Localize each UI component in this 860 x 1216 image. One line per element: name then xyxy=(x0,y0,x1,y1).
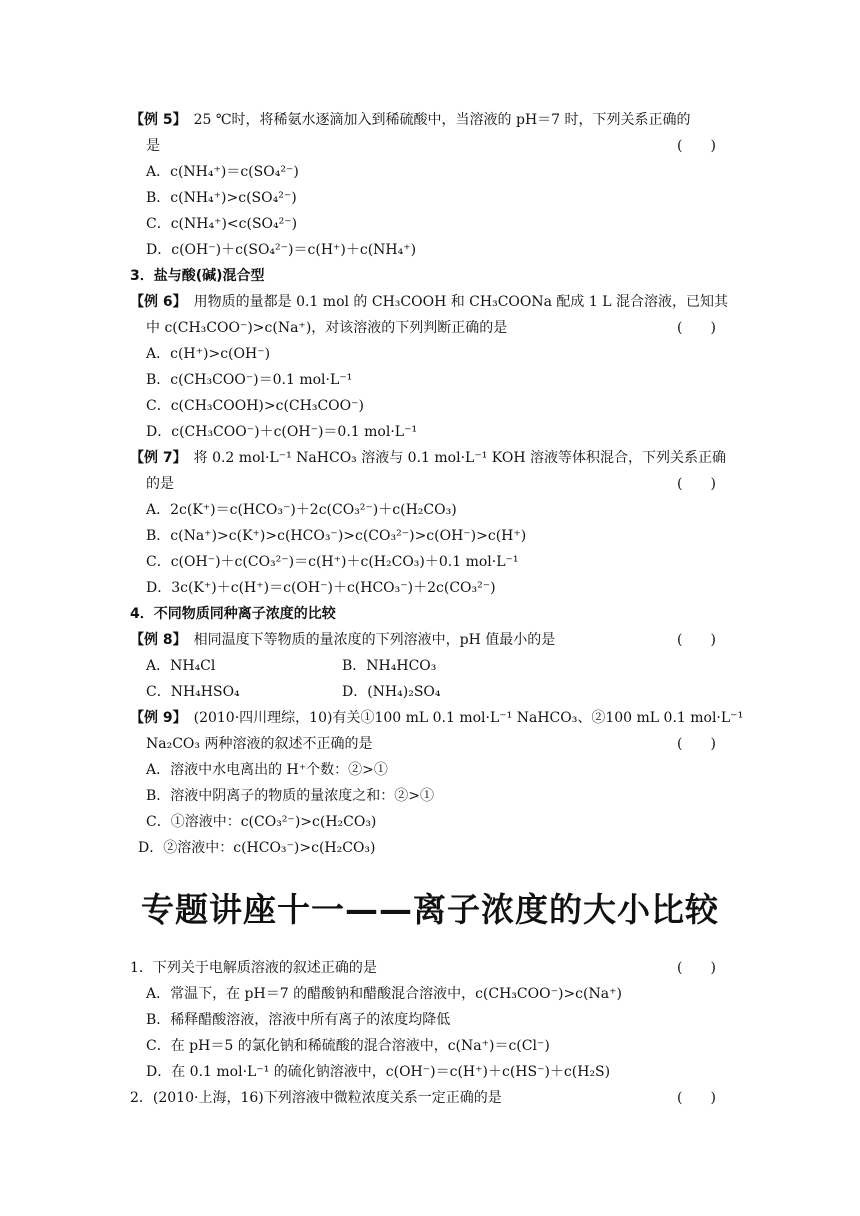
option-text-right: D．(NH₄)₂SO₄ xyxy=(342,684,441,700)
line-content xyxy=(146,1062,610,1082)
line-text: B．稀释醋酸溶液，溶液中所有离子的浓度均降低 xyxy=(146,1012,451,1028)
text-line xyxy=(0,604,860,624)
text-line xyxy=(0,474,860,494)
line-text: 的是 xyxy=(146,476,174,492)
line-text: B．c(NH₄⁺)>c(SO₄²⁻) xyxy=(146,190,297,206)
line-text: A．c(H⁺)>c(OH⁻) xyxy=(146,346,271,362)
line-content xyxy=(130,604,336,624)
line-text: 是 xyxy=(146,138,160,154)
text-line xyxy=(0,188,860,208)
line-content xyxy=(146,188,297,208)
line-text: 用物质的量都是 0.1 mol 的 CH₃COOH 和 CH₃COONa 配成 1 L 混合溶液，已知其 xyxy=(179,294,728,310)
text-line xyxy=(0,422,860,442)
text-line xyxy=(0,162,860,182)
text-line xyxy=(0,786,860,806)
line-text: D．c(OH⁻)＋c(SO₄²⁻)＝c(H⁺)＋c(NH₄⁺) xyxy=(146,242,417,258)
line-text: A．2c(K⁺)＝c(HCO₃⁻)＋2c(CO₃²⁻)＋c(H₂CO₃) xyxy=(146,502,457,518)
text-line xyxy=(0,292,860,312)
line-text: C．c(NH₄⁺)<c(SO₄²⁻) xyxy=(146,216,298,232)
text-line xyxy=(0,760,860,780)
example-label: 【例 9】 xyxy=(130,710,180,726)
line-content xyxy=(146,136,160,156)
text-line xyxy=(0,396,860,416)
line-text: B．溶液中阴离子的物质的量浓度之和：②>① xyxy=(146,788,435,804)
line-text: C．c(CH₃COOH)>c(CH₃COO⁻) xyxy=(146,398,364,414)
line-text: 2．(2010·上海，16)下列溶液中微粒浓度关系一定正确的是 xyxy=(130,1090,502,1106)
line-content xyxy=(130,110,691,130)
text-line xyxy=(0,136,860,156)
line-content xyxy=(146,240,416,260)
line-text: D．3c(K⁺)＋c(H⁺)＝c(OH⁻)＋c(HCO₃⁻)＋2c(CO₃²⁻) xyxy=(146,580,496,596)
answer-bracket: ( ) xyxy=(677,960,716,976)
line-content xyxy=(130,630,555,650)
text-line xyxy=(0,812,860,832)
lecture-title: 专题讲座十一——离子浓度的大小比较 xyxy=(141,890,719,929)
example-label: 【例 5】 xyxy=(130,112,180,128)
text-line xyxy=(0,448,860,468)
text-line xyxy=(0,552,860,572)
text-line xyxy=(0,734,860,754)
line-content xyxy=(138,838,376,858)
section-heading: 4．不同物质同种离子浓度的比较 xyxy=(130,606,336,622)
text-line xyxy=(0,1062,860,1082)
line-content xyxy=(146,984,622,1004)
text-line xyxy=(0,526,860,546)
text-line xyxy=(0,682,860,702)
line-content xyxy=(130,448,726,468)
line-content xyxy=(146,578,496,598)
line-content xyxy=(146,552,519,572)
line-content xyxy=(146,370,352,390)
line-content xyxy=(146,812,376,832)
answer-bracket: ( ) xyxy=(677,736,716,752)
line-content xyxy=(146,422,417,442)
line-content xyxy=(146,344,270,364)
line-content xyxy=(130,708,743,728)
line-content xyxy=(146,162,299,182)
text-line xyxy=(0,984,860,1004)
line-content xyxy=(146,1036,550,1056)
text-line xyxy=(0,214,860,234)
line-text: (2010·四川理综，10)有关①100 mL 0.1 mol·L⁻¹ NaHCO₃、②100 mL 0.1 mol·L⁻¹ xyxy=(179,710,744,726)
line-text: B．c(Na⁺)>c(K⁺)>c(HCO₃⁻)>c(CO₃²⁻)>c(OH⁻)>c(H⁺) xyxy=(146,528,527,544)
text-line xyxy=(0,1088,860,1108)
line-content xyxy=(146,760,388,780)
text-line xyxy=(0,500,860,520)
line-content xyxy=(146,500,457,520)
line-text: D．c(CH₃COO⁻)＋c(OH⁻)＝0.1 mol·L⁻¹ xyxy=(146,424,418,440)
answer-bracket: ( ) xyxy=(677,1090,716,1106)
line-content xyxy=(146,1010,450,1030)
answer-bracket: ( ) xyxy=(677,320,716,336)
text-line xyxy=(0,240,860,260)
line-content xyxy=(146,682,240,702)
text-line xyxy=(0,578,860,598)
answer-bracket: ( ) xyxy=(677,476,716,492)
section-heading: 3．盐与酸(碱)混合型 xyxy=(130,268,265,284)
example-label: 【例 6】 xyxy=(130,294,180,310)
text-line xyxy=(0,370,860,390)
text-line xyxy=(0,630,860,650)
text-line xyxy=(0,110,860,130)
example-label: 【例 8】 xyxy=(130,632,180,648)
line-content xyxy=(130,958,377,978)
line-content xyxy=(130,1088,502,1108)
line-content xyxy=(146,526,526,546)
line-text: 中 c(CH₃COO⁻)>c(Na⁺)，对该溶液的下列判断正确的是 xyxy=(146,320,508,336)
text-line xyxy=(0,708,860,728)
text-line xyxy=(0,318,860,338)
line-text: C．①溶液中：c(CO₃²⁻)>c(H₂CO₃) xyxy=(146,814,377,830)
answer-bracket: ( ) xyxy=(677,138,716,154)
line-content xyxy=(146,734,372,754)
line-content xyxy=(146,786,434,806)
text-line xyxy=(0,838,860,858)
line-text: 1．下列关于电解质溶液的叙述正确的是 xyxy=(130,960,377,976)
line-text: D．在 0.1 mol·L⁻¹ 的硫化钠溶液中，c(OH⁻)＝c(H⁺)＋c(HS⁻)＋c(H₂S) xyxy=(146,1064,611,1080)
line-content xyxy=(130,266,265,286)
line-text: 25 ℃时，将稀氨水逐滴加入到稀硫酸中，当溶液的 pH＝7 时，下列关系正确的 xyxy=(179,112,691,128)
line-text: C．NH₄HSO₄ xyxy=(146,684,240,700)
text-line xyxy=(0,958,860,978)
answer-bracket: ( ) xyxy=(677,632,716,648)
line-text: A．常温下，在 pH＝7 的醋酸钠和醋酸混合溶液中，c(CH₃COO⁻)>c(Na⁺) xyxy=(146,986,622,1002)
line-text: B．c(CH₃COO⁻)＝0.1 mol·L⁻¹ xyxy=(146,372,353,388)
line-text: A．c(NH₄⁺)＝c(SO₄²⁻) xyxy=(146,164,299,180)
line-text: 将 0.2 mol·L⁻¹ NaHCO₃ 溶液与 0.1 mol·L⁻¹ KOH 溶液等体积混合，下列关系正确 xyxy=(179,450,726,466)
text-line xyxy=(0,1010,860,1030)
text-line xyxy=(0,656,860,676)
example-label: 【例 7】 xyxy=(130,450,180,466)
line-text: A．溶液中水电离出的 H⁺个数：②>① xyxy=(146,762,388,778)
line-content xyxy=(146,474,174,494)
line-text: A．NH₄Cl xyxy=(146,658,216,674)
line-content xyxy=(146,656,215,676)
line-text: C．c(OH⁻)＋c(CO₃²⁻)＝c(H⁺)＋c(H₂CO₃)＋0.1 mol·L⁻¹ xyxy=(146,554,519,570)
text-line xyxy=(0,1036,860,1056)
line-content xyxy=(146,318,507,338)
text-line xyxy=(0,344,860,364)
line-content xyxy=(146,396,364,416)
option-text-right: B．NH₄HCO₃ xyxy=(342,658,437,674)
line-text: Na₂CO₃ 两种溶液的叙述不正确的是 xyxy=(146,736,373,752)
line-text: C．在 pH＝5 的氯化钠和稀硫酸的混合溶液中，c(Na⁺)＝c(Cl⁻) xyxy=(146,1038,550,1054)
line-text: 相同温度下等物质的量浓度的下列溶液中，pH 值最小的是 xyxy=(179,632,556,648)
line-content xyxy=(146,214,297,234)
text-line xyxy=(0,266,860,286)
line-text: D．②溶液中：c(HCO₃⁻)>c(H₂CO₃) xyxy=(138,840,376,856)
line-content xyxy=(130,292,728,312)
